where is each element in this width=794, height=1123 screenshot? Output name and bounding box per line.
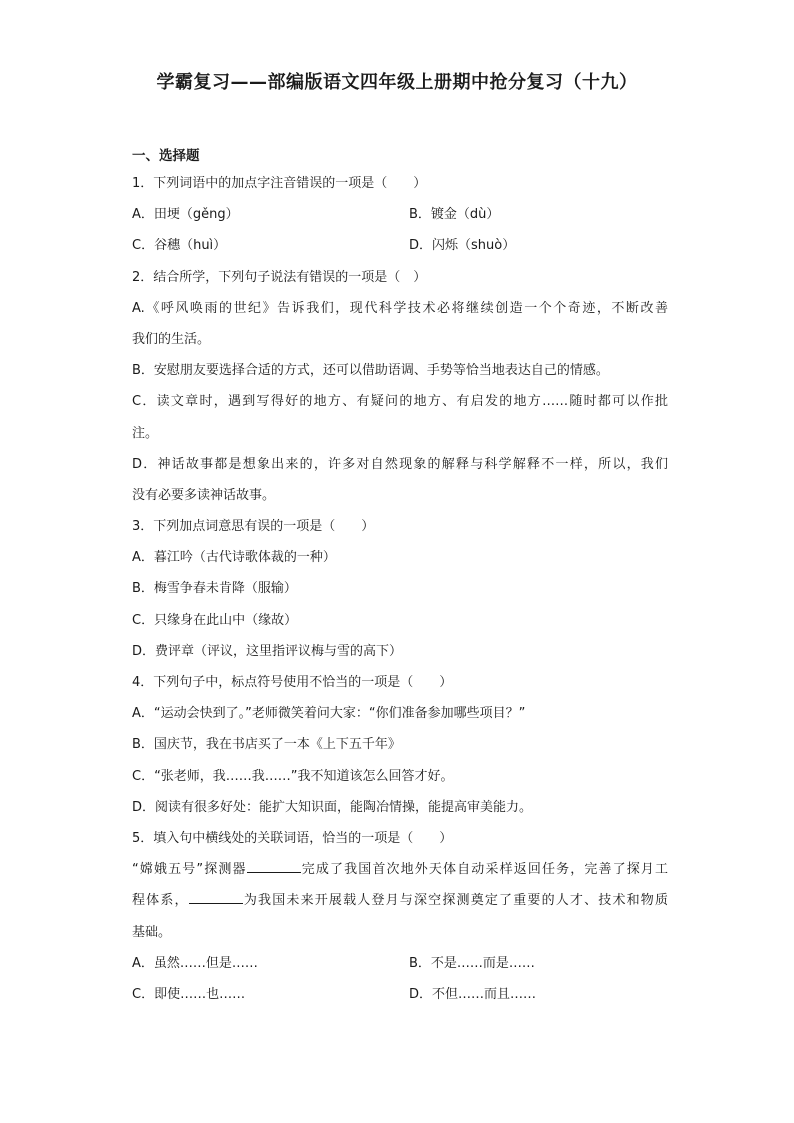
question-2-stem: 2．结合所学，下列句子说法有错误的一项是（ ） xyxy=(132,269,427,285)
question-5-passage-line-3: 基础。 xyxy=(132,924,172,940)
option-c: C．读文章时，遇到写得好的地方、有疑问的地方、有启发的地方……随时都可以作批 xyxy=(132,394,668,410)
option-c: C．谷穗（huì） xyxy=(132,238,227,254)
question-1-options-row-1 xyxy=(132,199,668,230)
question-1-options-row-2 xyxy=(132,230,668,261)
option-b: B．安慰朋友要选择合适的方式，还可以借助语调、手势等恰当地表达自己的情感。 xyxy=(132,363,609,379)
option-a: A．虽然……但是…… xyxy=(132,955,258,971)
question-1-stem: 1．下列词语中的加点字注音错误的一项是（ ） xyxy=(132,176,427,191)
option-b: B．镀金（dù） xyxy=(409,207,500,223)
option-b: B．不是……而是…… xyxy=(409,955,535,971)
fill-blank-2 xyxy=(189,889,243,904)
option-c: C．即使……也…… xyxy=(132,986,246,1002)
question-content xyxy=(132,144,668,1010)
option-d: D．费评章（评议，这里指评议梅与雪的高下） xyxy=(132,643,403,659)
question-5-passage-line-1 xyxy=(132,854,668,885)
fill-blank-1 xyxy=(247,858,301,873)
question-4-stem: 4．下列句子中，标点符号使用不恰当的一项是（ ） xyxy=(132,675,453,690)
option-d: D．神话故事都是想象出来的，许多对自然现象的解释与科学解释不一样，所以，我们 xyxy=(132,456,668,472)
option-d-continued: 没有必要多读神话故事。 xyxy=(132,487,276,503)
passage-text: “嫦娥五号”探测器 xyxy=(132,862,247,878)
passage-text: 为我国未来开展载人登月与深空探测奠定了重要的人才、技术和物质 xyxy=(242,893,668,909)
option-a-continued: 我们的生活。 xyxy=(132,331,211,347)
page-title: 学霸复习——部编版语文四年级上册期中抢分复习（十九） xyxy=(156,72,638,93)
question-3-stem: 3．下列加点词意思有误的一项是（ ） xyxy=(132,519,375,535)
option-a: A．“运动会快到了。”老师微笑着问大家：“你们准备参加哪些项目？” xyxy=(132,706,526,722)
option-a: A．暮江吟（古代诗歌体裁的一种） xyxy=(132,550,336,566)
question-5-stem: 5．填入句中横线处的关联词语，恰当的一项是（ ） xyxy=(132,830,453,846)
option-d: D．阅读有很多好处：能扩大知识面，能陶冶情操，能提高审美能力。 xyxy=(132,799,533,815)
question-5-options-row-2 xyxy=(132,979,668,1010)
option-c-continued: 注。 xyxy=(132,425,159,441)
question-5-options-row-1 xyxy=(132,948,668,979)
option-b: B．国庆节，我在书店买了一本《上下五千年》 xyxy=(132,737,401,753)
passage-text: 完成了我国首次地外天体自动采样返回任务，完善了探月工 xyxy=(300,862,668,878)
option-a: A．田埂（gěng） xyxy=(132,207,239,223)
option-c: C．“张老师，我……我……”我不知道该怎么回答才好。 xyxy=(132,768,454,784)
question-5-passage-line-2 xyxy=(132,885,668,916)
option-d: D．闪烁（shuò） xyxy=(409,238,516,254)
option-b: B．梅雪争春未肯降（服输） xyxy=(132,581,297,597)
option-c: C．只缘身在此山中（缘故） xyxy=(132,612,298,628)
section-heading: 一、选择题 xyxy=(132,148,200,164)
option-a: A.《呼风唤雨的世纪》告诉我们，现代科学技术必将继续创造一个个奇迹，不断改善 xyxy=(132,300,668,316)
passage-text: 程体系， xyxy=(132,893,189,909)
option-d: D．不但……而且…… xyxy=(409,986,537,1002)
